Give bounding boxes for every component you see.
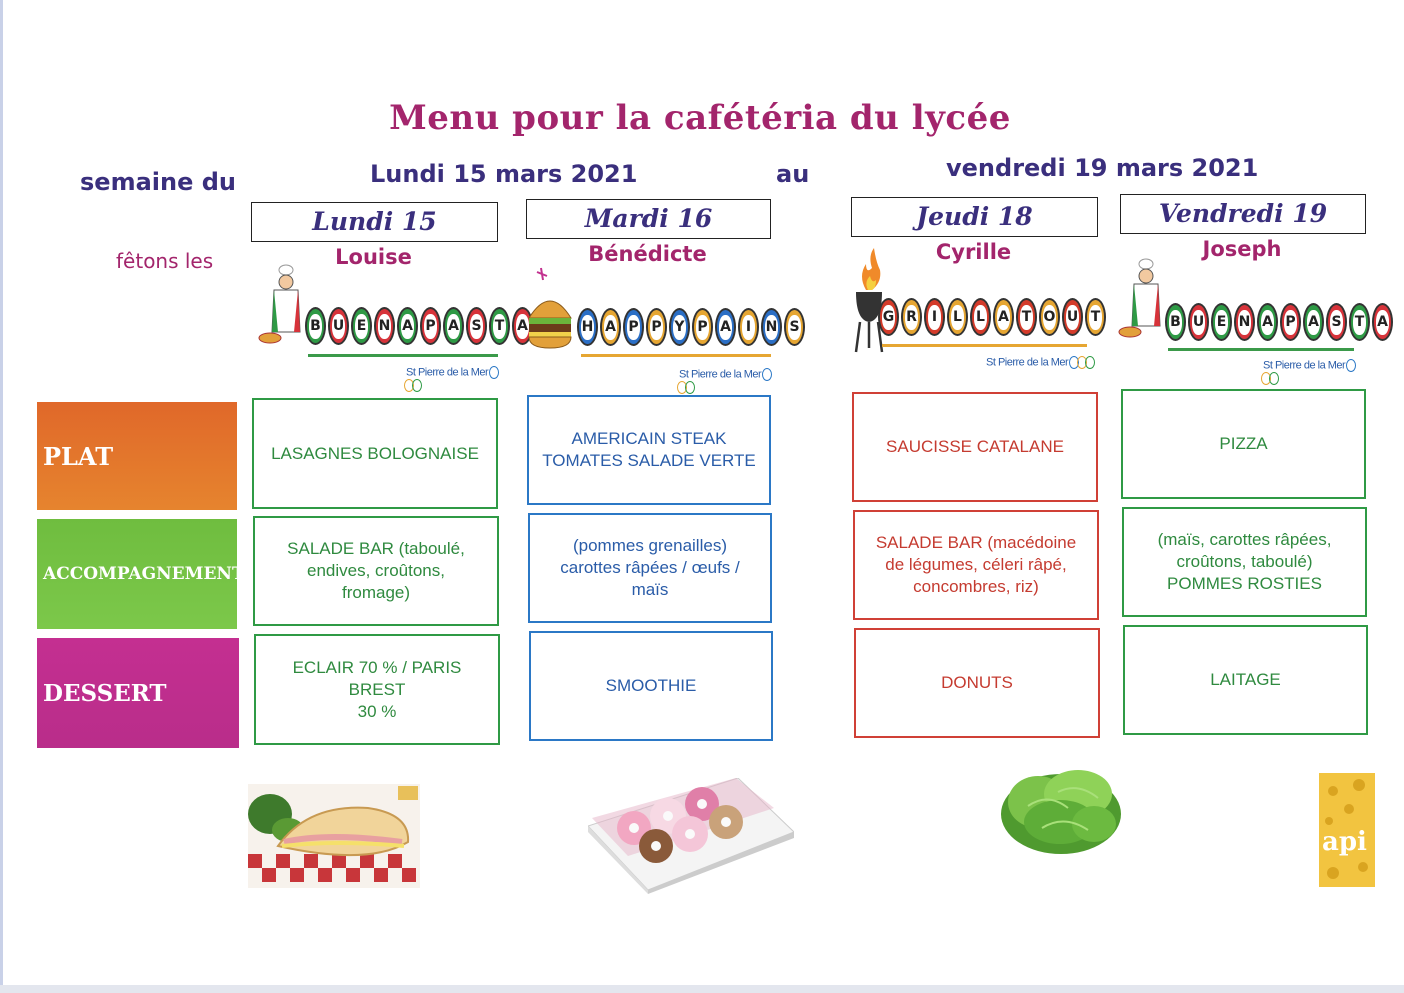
saint-thursday: Cyrille [935, 240, 1012, 264]
logo-letter: A [1372, 303, 1393, 341]
logo-letter: I [924, 298, 945, 336]
saint-monday: Louise [335, 245, 412, 269]
logo-letter: T [1085, 298, 1106, 336]
menu-cell-accompagnement-thursday: SALADE BAR (macédoine de légumes, céleri râpé, concombres, riz) [853, 510, 1099, 620]
menu-cell-dessert-thursday: DONUTS [854, 628, 1100, 738]
logo-letter: U [328, 307, 349, 345]
cheese-api-logo [1319, 773, 1375, 887]
day-friday: Vendredi 19 [1120, 194, 1366, 234]
day-tuesday: Mardi 16 [526, 199, 771, 239]
menu-cell-dessert-friday: LAITAGE [1123, 625, 1368, 735]
logo-letter: A [715, 308, 736, 346]
logo-letter: E [351, 307, 372, 345]
logo-letter: T [1349, 303, 1370, 341]
week-label: semaine du [80, 168, 236, 196]
logo-letter: P [1280, 303, 1301, 341]
logo-letter: A [1257, 303, 1278, 341]
logo-subtitle: St Pierre de la Mer [1263, 359, 1363, 385]
logo-buenapasta-friday [1118, 256, 1388, 381]
logo-letter: U [1062, 298, 1083, 336]
pizza-chef-icon [258, 262, 306, 352]
saint-friday: Joseph [1202, 237, 1282, 261]
logo-letter: A [1303, 303, 1324, 341]
logo-letter: A [443, 307, 464, 345]
logo-letter: P [420, 307, 441, 345]
burger-icon [527, 266, 575, 358]
logo-subtitle: St Pierre de la Mer [986, 356, 1095, 369]
week-start: Lundi 15 mars 2021 [370, 160, 638, 188]
logo-letter: N [1234, 303, 1255, 341]
logo-letter: U [1188, 303, 1209, 341]
logo-letter: A [512, 307, 533, 345]
logo-letter: P [646, 308, 667, 346]
menu-cell-plat-tuesday: AMERICAIN STEAK TOMATES SALADE VERTE [527, 395, 771, 505]
logo-letter: A [600, 308, 621, 346]
category-plat: PLAT [37, 402, 237, 510]
logo-letters [878, 298, 1108, 336]
lettuce-photo [998, 762, 1124, 858]
logo-letters [1165, 303, 1395, 341]
menu-cell-dessert-monday: ECLAIR 70 % / PARIS BREST 30 % [254, 634, 500, 745]
menu-cell-dessert-tuesday: SMOOTHIE [529, 631, 773, 741]
logo-letter: H [577, 308, 598, 346]
logo-happypains [527, 266, 800, 391]
category-dessert: DESSERT [37, 638, 239, 748]
logo-letter: I [738, 308, 759, 346]
menu-cell-plat-friday: PIZZA [1121, 389, 1366, 499]
logo-subtitle: St Pierre de la Mer [406, 366, 503, 392]
logo-letters [305, 307, 535, 345]
donuts-photo [588, 778, 794, 894]
logo-letter: S [466, 307, 487, 345]
menu-cell-plat-monday: LASAGNES BOLOGNAISE [252, 398, 498, 509]
logo-letter: Y [669, 308, 690, 346]
logo-letter: T [489, 307, 510, 345]
logo-letter: P [692, 308, 713, 346]
logo-letter: L [947, 298, 968, 336]
logo-letter: G [878, 298, 899, 336]
logo-letter: N [761, 308, 782, 346]
logo-letter: S [784, 308, 805, 346]
logo-letter: A [993, 298, 1014, 336]
day-monday: Lundi 15 [251, 202, 498, 242]
day-thursday: Jeudi 18 [851, 197, 1098, 237]
page-title: Menu pour la cafétéria du lycée [389, 98, 1011, 138]
logo-letter: S [1326, 303, 1347, 341]
logo-subtitle: St Pierre de la Mer [679, 368, 772, 394]
logo-letter: E [1211, 303, 1232, 341]
logo-letter: R [901, 298, 922, 336]
logo-letter: A [397, 307, 418, 345]
pizza-chef-icon [1118, 256, 1166, 346]
logo-letter: L [970, 298, 991, 336]
logo-buenapasta-monday [258, 262, 528, 387]
week-end: vendredi 19 mars 2021 [946, 154, 1259, 182]
menu-cell-accompagnement-tuesday: (pommes grenailles) carottes râpées / œufs / maïs [528, 513, 772, 623]
menu-cell-accompagnement-monday: SALADE BAR (taboulé, endives, croûtons, fromage) [253, 516, 499, 626]
saints-label: fêtons les [116, 249, 214, 273]
menu-cell-plat-thursday: SAUCISSE CATALANE [852, 392, 1098, 502]
logo-letter: O [1039, 298, 1060, 336]
week-to: au [776, 160, 810, 188]
logo-letter: N [374, 307, 395, 345]
logo-letters [577, 308, 807, 346]
category-accompagnement: ACCOMPAGNEMENT [37, 519, 237, 629]
logo-letter: B [305, 307, 326, 345]
menu-cell-accompagnement-friday: (maïs, carottes râpées, croûtons, taboulé) POMMES ROSTIES [1122, 507, 1367, 617]
api-logo-text: api [1322, 827, 1367, 857]
panini-photo [248, 784, 420, 888]
logo-letter: T [1016, 298, 1037, 336]
logo-letter: B [1165, 303, 1186, 341]
logo-grillatout [854, 248, 1099, 378]
saint-tuesday: Bénédicte [588, 242, 707, 266]
logo-letter: P [623, 308, 644, 346]
